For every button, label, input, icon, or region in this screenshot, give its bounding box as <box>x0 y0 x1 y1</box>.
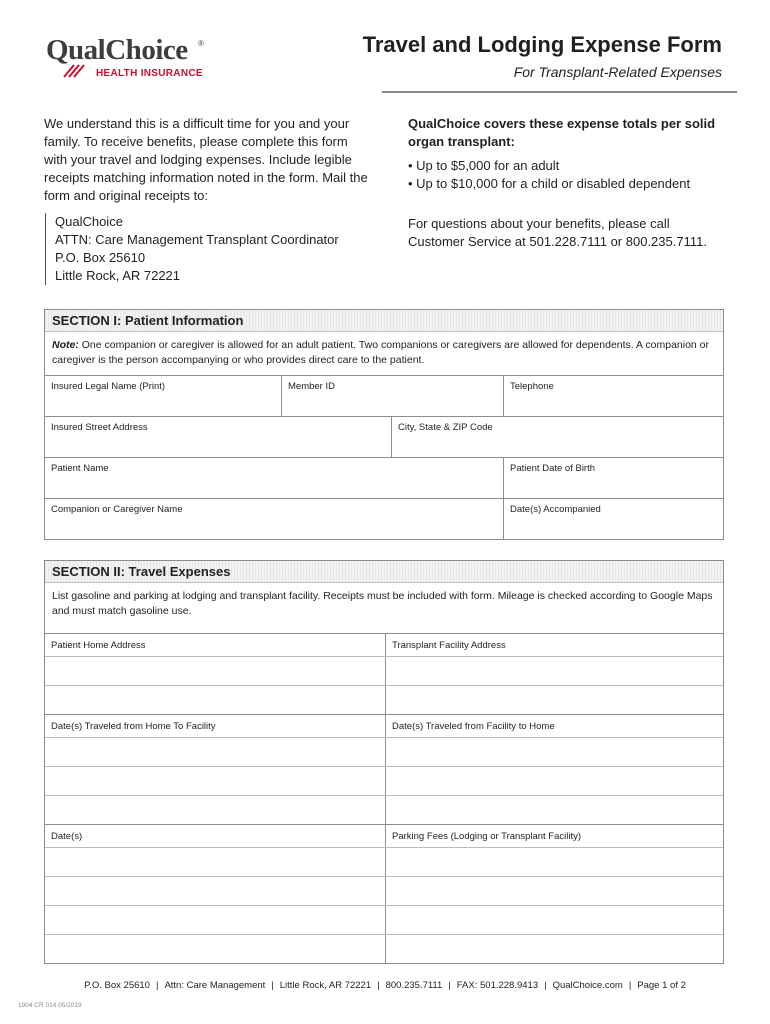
facility-address-input[interactable] <box>385 686 723 714</box>
entry-row <box>45 795 723 824</box>
form-row <box>45 375 723 416</box>
footer-po-box: P.O. Box 25610 <box>84 980 150 991</box>
form-row <box>45 714 723 737</box>
entry-row <box>45 685 723 714</box>
section-heading: SECTION II: Travel Expenses <box>45 561 723 583</box>
parking-fees-input[interactable] <box>385 906 723 934</box>
intro-paragraph: We understand this is a difficult time for you and your family. To receive benefits, please complete this form with your travel and lodging expenses. Include legible receipts matching information noted in the form. Mail the form and original receipts to: <box>44 116 368 203</box>
form-title: Travel and Lodging Expense Form <box>362 32 722 57</box>
qualchoice-logo <box>46 30 216 82</box>
page-footer <box>0 980 770 991</box>
entry-row <box>45 905 723 934</box>
coverage-heading: QualChoice covers these expense totals per solid organ transplant: <box>408 116 716 149</box>
dates-input[interactable] <box>45 935 385 963</box>
section-travel-expenses <box>44 560 724 964</box>
home-address-label: Patient Home Address <box>51 640 146 651</box>
customer-service-info: For questions about your benefits, please call Customer Service at 501.228.7111 or 800.235.7111. <box>408 216 707 249</box>
parking-fees-input[interactable] <box>385 877 723 905</box>
form-row <box>45 457 723 498</box>
form-row <box>45 824 723 847</box>
dates-accompanied-field[interactable]: Date(s) Accompanied <box>503 499 723 539</box>
dates-input[interactable] <box>45 877 385 905</box>
footer-attention: Attn: Care Management <box>164 980 266 991</box>
coverage-item: • Up to $10,000 for a child or disabled dependent <box>408 175 728 193</box>
footer-fax: FAX: 501.228.9413 <box>456 980 539 991</box>
footer-separator: | <box>271 980 274 991</box>
footer-separator: | <box>448 980 451 991</box>
section-note: List gasoline and parking at lodging and transplant facility. Receipts must be included with form. Mileage is checked according to Google Maps and must match gasoline use. <box>52 590 713 617</box>
address-line: P.O. Box 25610 <box>55 250 146 265</box>
mailing-address <box>45 213 339 285</box>
logo-swoosh-icon <box>62 63 92 79</box>
header-divider <box>382 91 737 93</box>
entry-row <box>45 847 723 876</box>
home-address-input[interactable] <box>45 686 385 714</box>
parking-fees-input[interactable] <box>385 935 723 963</box>
coverage-list <box>408 157 728 193</box>
entry-row <box>45 766 723 795</box>
form-row <box>45 416 723 457</box>
companion-name-field[interactable]: Companion or Caregiver Name <box>51 504 183 515</box>
city-state-zip-field[interactable]: City, State & ZIP Code <box>391 417 723 457</box>
form-code: 1904 CR 014 05/2019 <box>18 1002 82 1009</box>
home-address-input[interactable] <box>45 657 385 685</box>
footer-city: Little Rock, AR 72221 <box>279 980 372 991</box>
note-label: Note: <box>52 339 79 351</box>
parking-fees-label: Parking Fees (Lodging or Transplant Facility) <box>385 825 723 847</box>
dates-home-to-facility-input[interactable] <box>45 738 385 766</box>
dates-label: Date(s) <box>51 831 83 842</box>
dates-home-to-facility-input[interactable] <box>45 796 385 824</box>
footer-separator: | <box>628 980 632 991</box>
dates-facility-to-home-input[interactable] <box>385 767 723 795</box>
facility-address-input[interactable] <box>385 657 723 685</box>
patient-name-field[interactable]: Patient Name <box>51 463 109 474</box>
street-address-field[interactable]: Insured Street Address <box>51 422 148 433</box>
dates-facility-to-home-input[interactable] <box>385 738 723 766</box>
logo-registered-mark: ® <box>198 39 204 48</box>
dates-facility-to-home-label: Date(s) Traveled from Facility to Home <box>385 715 723 737</box>
form-subtitle: For Transplant-Related Expenses <box>513 64 722 80</box>
footer-separator: | <box>155 980 159 991</box>
section-note <box>45 332 723 375</box>
entry-row <box>45 737 723 766</box>
entry-row <box>45 656 723 685</box>
coverage-item: • Up to $5,000 for an adult <box>408 157 728 175</box>
address-line: QualChoice <box>55 214 123 229</box>
logo-tagline: HEALTH INSURANCE <box>96 68 203 79</box>
section-heading: SECTION I: Patient Information <box>45 310 723 332</box>
dates-home-to-facility-label: Date(s) Traveled from Home To Facility <box>51 721 216 732</box>
dates-home-to-facility-input[interactable] <box>45 767 385 795</box>
form-row <box>45 498 723 539</box>
entry-row <box>45 876 723 905</box>
facility-address-label: Transplant Facility Address <box>385 634 723 656</box>
insured-name-field[interactable]: Insured Legal Name (Print) <box>51 381 166 392</box>
form-row <box>45 633 723 656</box>
address-line: ATTN: Care Management Transplant Coordinator <box>55 232 339 247</box>
footer-separator: | <box>544 980 547 991</box>
footer-page-number: Page 1 of 2 <box>637 980 686 991</box>
dates-input[interactable] <box>45 906 385 934</box>
note-text: One companion or caregiver is allowed for an adult patient. Two companions or caregivers are allowed for dependents. A companion or caregiver is the person accompanying or who provides direct care to the patient. <box>52 339 710 366</box>
dates-input[interactable] <box>45 848 385 876</box>
entry-row <box>45 934 723 963</box>
footer-website: QualChoice.com <box>552 980 623 991</box>
footer-phone: 800.235.7111 <box>385 980 443 991</box>
coverage-info <box>408 115 728 193</box>
patient-dob-field[interactable]: Patient Date of Birth <box>503 458 723 498</box>
dates-facility-to-home-input[interactable] <box>385 796 723 824</box>
footer-separator: | <box>377 980 380 991</box>
section-patient-information <box>44 309 724 540</box>
member-id-field[interactable]: Member ID <box>281 376 503 416</box>
parking-fees-input[interactable] <box>385 848 723 876</box>
address-line: Little Rock, AR 72221 <box>55 268 181 283</box>
logo-wordmark: QualChoice <box>46 34 188 66</box>
telephone-field[interactable]: Telephone <box>503 376 723 416</box>
